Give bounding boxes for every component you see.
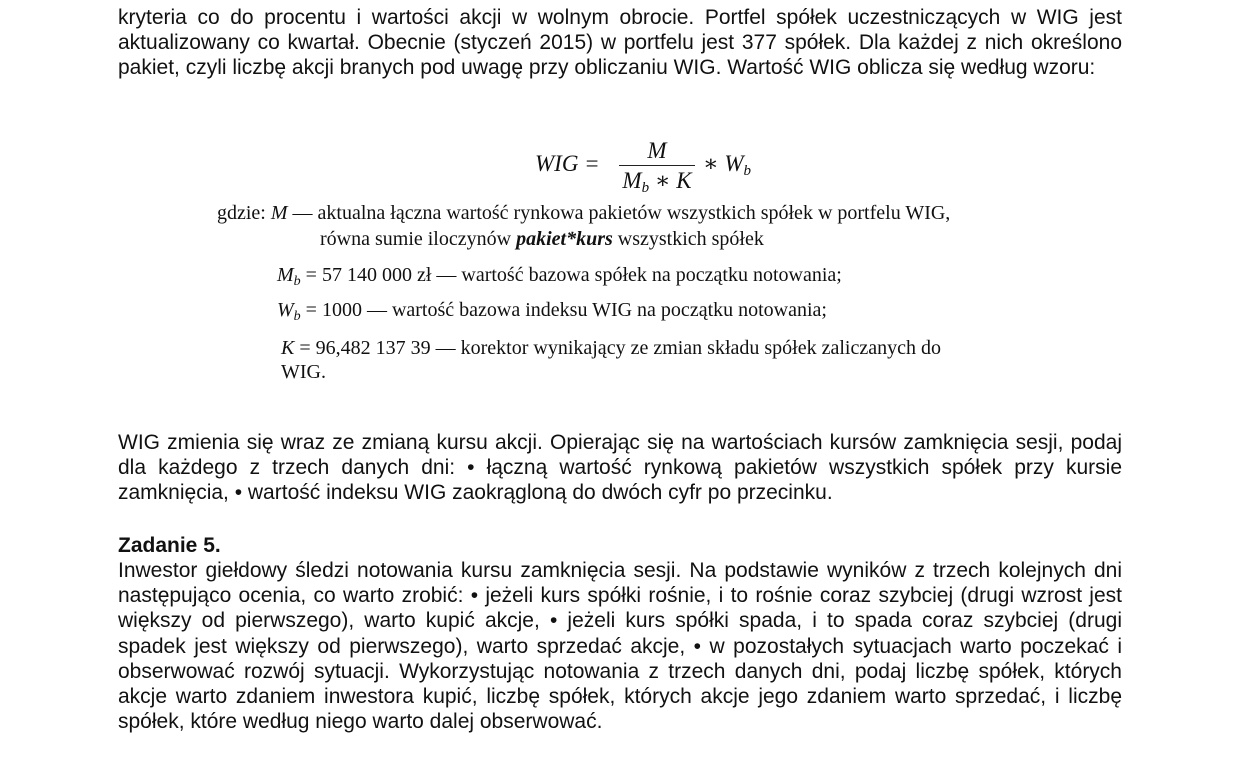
task-4-paragraph: WIG zmienia się wraz ze zmianą kursu akcji. Opierając się na wartościach kursów zamknięcia sesji, podaj dla każdego z trzech danych dni: • łączną wartość rynkową pakietów wszystkich spółek przy kursie zamknięcia, • wartość indeksu WIG zaokrągloną do dwóch cyfr po przecinku. [118,431,1122,505]
formula-numerator: M [647,138,667,163]
m-desc-1: — aktualna łączna wartość rynkowa pakietów wszystkich spółek w portfelu WIG, [287,202,951,224]
den-base: M [622,168,642,193]
formula-denominator [617,166,697,194]
definition-m-cont [320,228,764,251]
wb-desc: = 1000 — wartość bazowa indeksu WIG na początku notowania; [300,299,827,321]
definition-k [281,337,941,360]
task-5-paragraph: Inwestor giełdowy śledzi notowania kursu zamknięcia sesji. Na podstawie wyników z trzech kolejnych dni następująco ocenia, co warto zrobić: • jeżeli kurs spółki rośnie, i to rośnie coraz szybciej (drugi wzrost jest większy od pierwszego), warto kupić akcje, • jeżeli kurs spółki spada, i to spada coraz szybciej (drugi spadek jest większy od pierwszego), warto sprzedać akcje, • w pozostałych sytuacjach warto poczekać i obserwować rozwój sytuacji. Wykorzystując notowania z trzech danych dni, podaj liczbę spółek, których akcje warto zdaniem inwestora kupić, liczbę spółek, których akcje jego zdaniem warto sprzedać, i liczbę spółek, które według niego warto dalej obserwować. [118,559,1122,734]
mb-symbol: M [277,264,294,286]
definition-wb [277,299,827,325]
den-sub: b [641,180,650,196]
definition-m [217,202,950,225]
m-desc-2-italic: pakiet*kurs [516,228,613,250]
k-symbol: K [281,337,295,359]
den-rest: ∗ K [649,168,692,193]
m-desc-2-end: wszystkich spółek [612,228,764,250]
wb-symbol: W [277,299,294,321]
wb-sub: b [293,309,301,324]
mb-sub: b [293,274,301,289]
formula-lhs: WIG = [535,151,600,176]
mb-desc: = 57 140 000 zł — wartość bazowa spółek na początku notowania; [300,264,842,286]
rhs-sub: b [743,163,752,179]
definition-k-cont [281,361,326,384]
rhs-prefix: ∗ W [703,151,744,176]
intro-paragraph: kryteria co do procentu i wartości akcji w wolnym obrocie. Portfel spółek uczestniczących w WIG jest aktualizowany co kwartał. Obecnie (styczeń 2015) w portfelu jest 377 spółek. Dla każdej z nich określono pakiet, czyli liczbę akcji branych pod uwagę przy obliczaniu WIG. Wartość WIG oblicza się według wzoru: [118,6,1122,80]
m-desc-2-start: równa sumie iloczynów [320,228,517,250]
k-desc-2: WIG. [281,361,326,383]
formula-fraction [617,137,697,194]
k-desc-1: = 96,482 137 39 — korektor wynikający ze zmian składu spółek zaliczanych do [294,337,941,359]
gdzie-label: gdzie: [217,202,266,224]
task-5-heading: Zadanie 5. [118,534,221,557]
formula-rhs [703,151,751,180]
definition-mb [277,264,842,290]
m-symbol: M [270,202,288,224]
